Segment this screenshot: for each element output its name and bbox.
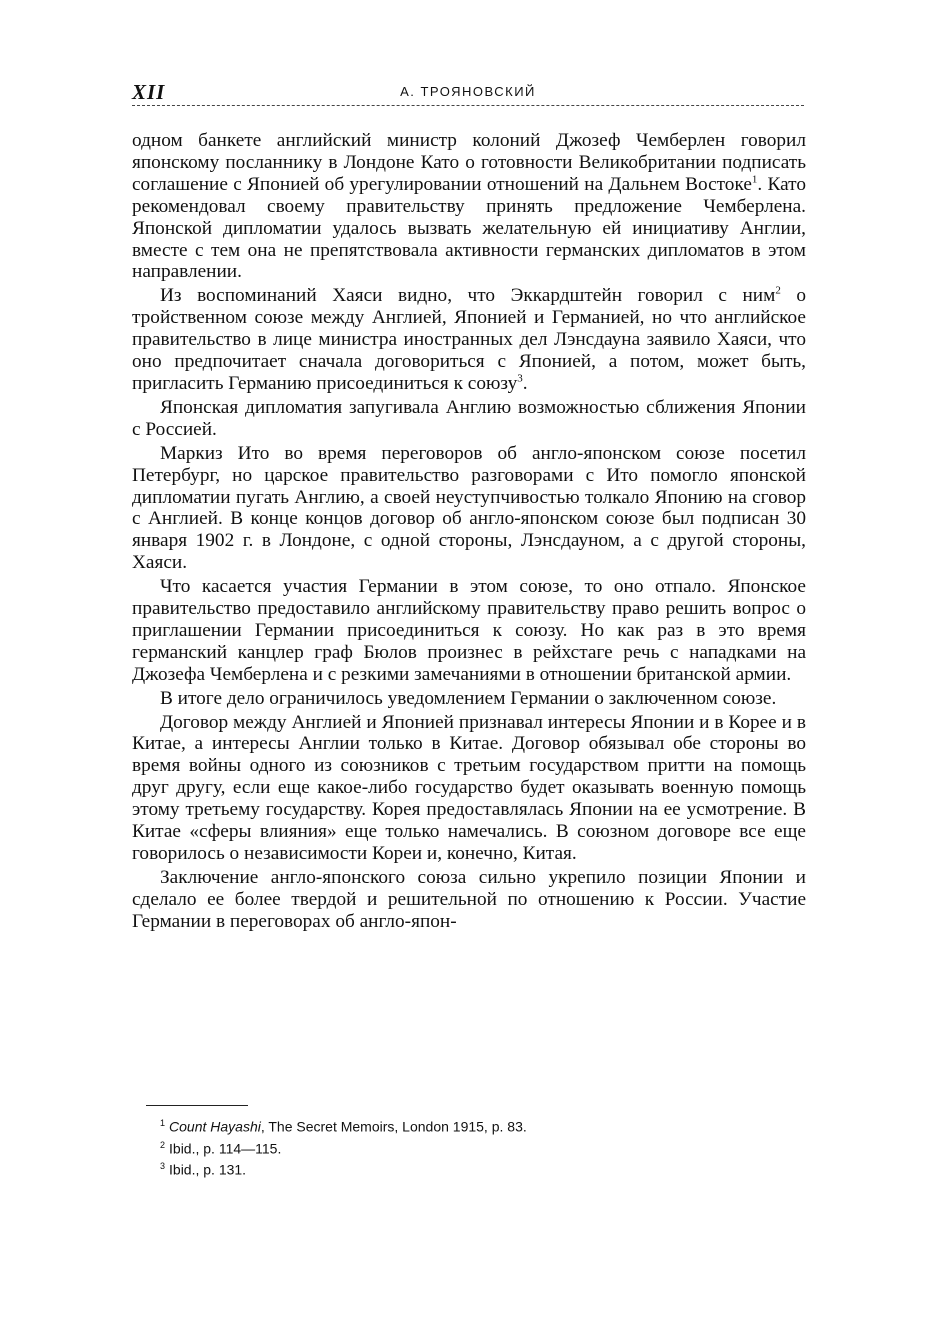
footnote-author: Count Hayashi (169, 1118, 261, 1135)
paragraph-text: одном банкете английский министр колоний Джозеф Чемберлен говорил японскому посланнику в Лондоне Като о готовности Великобритании подписать соглашение с Японией об урегулировании отношений на Дальнем Востоке (132, 130, 806, 195)
paragraph: Что касается участия Германии в этом союзе, то оно отпало. Японское правительство предоставило английскому правительству право решить вопрос о приглашении Германии присоединиться к союзу. Но как раз в это время германский канцлер граф Бюлов произнес в рейхстаге речь с нападками на Джозефа Чемберлена и с резкими замечаниями в отношении британской армии. (132, 576, 806, 685)
footnotes (160, 1114, 800, 1179)
footnote (160, 1157, 800, 1179)
footnote (160, 1136, 800, 1158)
page-number: XII (132, 80, 166, 104)
paragraph-text: . (522, 372, 528, 394)
paragraph: Договор между Англией и Японией признавал интересы Японии и в Корее и в Китае, а интересы Англии только в Китае. Договор обязывал обе стороны во время войны одного из союзников с третьим государством притти на помощь друг другу, если еще какое-либо государство будет оказывать военную помощь этому третьему государству. Корея предоставлялась Японии на ее усмотрение. В Китае «сферы влияния» еще только намечались. В союзном договоре все еще говорилось о независимости Кореи и, конечно, Китая. (132, 711, 806, 864)
footnote-ref: 1 (751, 173, 758, 186)
footnote-ref: 3 (517, 372, 523, 385)
footnote-ref: 2 (775, 284, 781, 297)
footnote-text: , The Secret Memoirs, London 1915, p. 83. (260, 1118, 527, 1135)
footnote-text: Ibid., p. 114—115. (169, 1140, 282, 1157)
footnote-mark: 3 (160, 1161, 166, 1172)
paragraph: Японская дипломатия запугивала Англию возможностью сближения Японии с Россией. (132, 396, 806, 440)
paragraph: Маркиз Ито во время переговоров об англо-японском союзе посетил Петербург, но царское правительство разговорами с Ито помогло японской дипломатии пугать Англию, а своей неуступчивостью толкало Японию на сговор с Англией. В конце концов договор об англо-японском союзе был подписан 30 января 1902 г. в Лондоне, с одной стороны, Лэнсдауном, а с другой стороны, Хаяси. (132, 442, 806, 574)
footnote (160, 1114, 800, 1136)
footnote-text: Ibid., p. 131. (169, 1161, 247, 1178)
paragraph-text: о тройственном союзе между Англией, Японией и Германией, но что английское правительство в лице министра иностранных дел Лэнсдауна заявило Хаяси, что оно предпочитает сначала договориться с Японией, а потом, может быть, пригласить Германию присоединиться к союзу (132, 285, 806, 394)
paragraph-text: . Като рекомендовал своему правительству принять предложение Чемберлена. Японской дипломатии удалось вызвать желательную ей инициативу Англии, вместе с тем она не препятствовала активности германских дипломатов в этом направлении. (132, 173, 806, 283)
paragraph: В итоге дело ограничилось уведомлением Германии о заключенном союзе. (160, 687, 777, 709)
footnote-mark: 1 (160, 1118, 166, 1128)
footnote-rule (146, 1105, 248, 1106)
page-header (132, 80, 804, 110)
paragraph (132, 285, 806, 395)
body-text (132, 130, 806, 935)
paragraph (132, 130, 806, 283)
paragraph-text: Из воспоминаний Хаяси видно, что Эккардштейн говорил с ним (160, 285, 776, 307)
running-head: А. ТРОЯНОВСКИЙ (400, 84, 536, 99)
footnote-mark: 2 (160, 1139, 166, 1150)
header-rule (132, 105, 804, 106)
paragraph: Заключение англо-японского союза сильно укрепило позиции Японии и сделало ее более твердой и решительной по отношению к России. Участие Германии в переговорах об англо-япон- (132, 866, 806, 932)
